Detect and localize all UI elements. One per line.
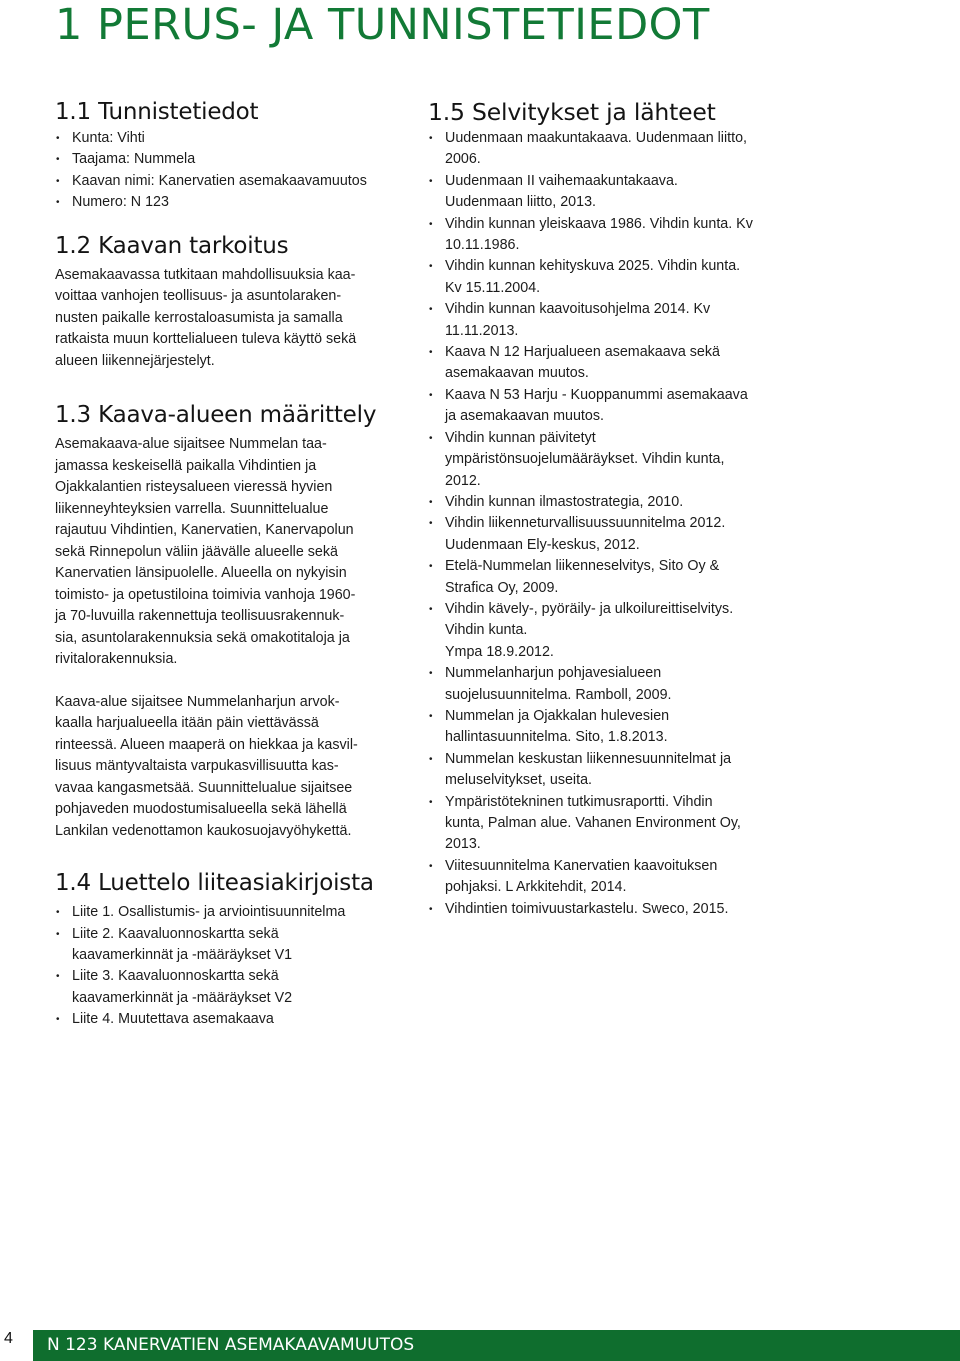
list-item-text: Kunta: Vihti — [72, 130, 145, 146]
list-item-text: Nummelan keskustan liikennesuunnitelmat ja meluselvitykset, useita. — [445, 750, 732, 789]
bullet-icon: • — [429, 432, 433, 444]
list-item — [55, 128, 395, 149]
list-item-text: Uudenmaan maakuntakaava. Uudenmaan liitto, 2006. — [445, 130, 748, 168]
bullet-icon: • — [56, 133, 60, 144]
purpose-paragraph: Asemakaavassa tutkitaan mahdollisuuksia kaa- voittaa vanhojen teollisuus- ja asuntolaraken- nusten paikalle kerrostaloasumista ja samalla ratkaista muun korttelialueen tuleva käyttö sekä alueen liikennejärjestelyt. — [55, 266, 357, 369]
section-selvitykset — [428, 96, 773, 920]
list-item — [428, 214, 773, 257]
section-heading-1-2: 1.2 Kaavan tarkoitus — [55, 232, 289, 259]
list-item-text: Taajama: Nummela — [72, 151, 196, 168]
left-column — [55, 96, 395, 1031]
list-item-text: Etelä-Nummelan liikenneselvitys, Sito Oy & Strafica Oy, 2009. — [445, 558, 720, 596]
list-item — [428, 556, 773, 599]
definition-paragraph-2: Kaava-alue sijaitsee Nummelanharjun arvok- kaalla harjualueella itään päin viettävässä rinteessä. Alueen maaperä on hiekkaa ja kasvil- lisuus mäntyvaltaista varpukasvillisuutta kas- vavaa kangasmetsää. Suunnittelualue sijaitsee pohjaveden muodostumisalueella sekä lähellä Lankilan vedenottamon kaukosuojavyöhykettä. — [55, 693, 358, 839]
list-item — [428, 385, 773, 428]
section-tunnistetiedot — [55, 96, 395, 214]
bullet-icon: • — [429, 860, 433, 872]
list-item-text: Kaava N 53 Harju - Kuoppanummi asemakaava ja asemakaavan muutos. — [445, 386, 748, 425]
list-item — [55, 902, 395, 923]
list-item-text: Viitesuunnitelma Kanervatien kaavoituksen pohjaksi. L Arkkitehdit, 2014. — [445, 857, 718, 896]
list-item-text: Vihdin kunnan yleiskaava 1986. Vihdin kunta. Kv 10.11.1986. — [445, 215, 753, 254]
bullet-icon: • — [56, 175, 60, 187]
bullet-icon: • — [56, 154, 60, 166]
bullet-icon: • — [429, 668, 433, 680]
bullet-icon: • — [429, 903, 433, 915]
list-item-text: Vihdin kunnan päivitetyt ympäristönsuojelumääräykset. Vihdin kunta, 2012. — [445, 429, 725, 489]
list-item — [55, 171, 395, 192]
bullet-icon: • — [429, 304, 433, 316]
list-item — [55, 192, 395, 213]
list-item-text: Liite 2. Kaavaluonnoskartta sekä kaavamerkinnät ja -määräykset V1 — [72, 925, 293, 963]
list-item-text: Nummelan ja Ojakkalan hulevesien hallintasuunnitelma. Sito, 1.8.2013. — [445, 707, 670, 746]
list-item-text: Vihdin liikenneturvallisuussuunnitelma 2012. Uudenmaan Ely-keskus, 2012. — [445, 515, 726, 553]
page-title: 1 PERUS- JA TUNNISTETIEDOT — [55, 0, 710, 50]
bullet-icon: • — [56, 971, 60, 983]
section-liiteasiakirjat — [55, 867, 395, 1030]
list-item — [55, 924, 395, 967]
list-item-text: Vihdintien toimivuustarkastelu. Sweco, 2015. — [445, 900, 729, 917]
sources-list — [428, 128, 773, 920]
list-item-text: Kaavan nimi: Kanervatien asemakaavamuutos — [72, 172, 367, 189]
list-item-text: Liite 1. Osallistumis- ja arviointisuunnitelma — [72, 904, 346, 921]
section-heading-1-4: 1.4 Luettelo liiteasiakirjoista — [55, 870, 374, 897]
footer-title-bar: N 123 KANERVATIEN ASEMAKAAVAMUUTOS — [33, 1330, 960, 1361]
list-item-text: Uudenmaan II vaihemaakuntakaava. Uudenmaan liitto, 2013. — [445, 172, 678, 211]
bullet-icon: • — [429, 753, 433, 765]
list-item-text: Numero: N 123 — [72, 194, 169, 211]
list-item — [428, 299, 773, 342]
list-item — [428, 256, 773, 299]
identification-list — [55, 128, 395, 214]
list-item — [55, 1009, 395, 1030]
bullet-icon: • — [429, 175, 433, 187]
bullet-icon: • — [429, 603, 433, 615]
list-item — [428, 342, 773, 385]
list-item-text: Kaava N 12 Harjualueen asemakaava sekä asemakaavan muutos. — [445, 344, 720, 382]
list-item — [428, 856, 773, 899]
list-item-text: Vihdin kunnan kehityskuva 2025. Vihdin kunta. Kv 15.11.2004. — [445, 258, 741, 296]
attachments-list — [55, 902, 395, 1030]
list-item — [428, 792, 773, 856]
bullet-icon: • — [56, 907, 60, 919]
bullet-icon: • — [429, 261, 433, 273]
bullet-icon: • — [429, 347, 433, 359]
list-item-text: Liite 3. Kaavaluonnoskartta sekä kaavamerkinnät ja -määräykset V2 — [72, 968, 293, 1006]
list-item — [428, 513, 773, 556]
bullet-icon: • — [429, 518, 433, 530]
bullet-icon: • — [429, 796, 433, 808]
bullet-icon: • — [429, 218, 433, 230]
list-item — [428, 171, 773, 214]
right-column — [428, 96, 773, 920]
bullet-icon: • — [429, 496, 433, 508]
list-item — [428, 128, 773, 171]
list-item-text: Vihdin kunnan kaavoitusohjelma 2014. Kv 11.11.2013. — [445, 301, 711, 339]
list-item — [428, 599, 773, 663]
bullet-icon: • — [56, 1014, 60, 1026]
list-item — [428, 492, 773, 513]
list-item-text: Liite 4. Muutettava asemakaava — [72, 1011, 274, 1028]
section-heading-1-1: 1.1 Tunnistetiedot — [55, 99, 259, 125]
list-item — [428, 428, 773, 492]
list-item — [428, 663, 773, 706]
bullet-icon: • — [429, 561, 433, 573]
page-number: 4 — [4, 1330, 13, 1347]
section-heading-1-3: 1.3 Kaava-alueen määrittely — [55, 402, 377, 429]
section-heading-1-5: 1.5 Selvitykset ja lähteet — [428, 98, 716, 126]
list-item-text: Vihdin kunnan ilmastostrategia, 2010. — [445, 493, 684, 510]
section-maarittely — [55, 399, 395, 842]
list-item — [428, 706, 773, 749]
section-kaavan-tarkoitus — [55, 230, 395, 373]
bullet-icon: • — [429, 710, 433, 722]
bullet-icon: • — [429, 389, 433, 401]
bullet-icon: • — [56, 928, 60, 940]
list-item — [428, 749, 773, 792]
list-item-text: Nummelanharjun pohjavesialueen suojelusuunnitelma. Ramboll, 2009. — [445, 665, 672, 703]
list-item — [428, 899, 773, 920]
list-item — [55, 966, 395, 1009]
bullet-icon: • — [56, 197, 60, 209]
list-item — [55, 149, 395, 170]
list-item-text: Vihdin kävely-, pyöräily- ja ulkoilureittiselvitys. Vihdin kunta. Ympa 18.9.2012. — [445, 600, 734, 660]
definition-paragraph-1: Asemakaava-alue sijaitsee Nummelan taa- jamassa keskeisellä paikalla Vihdintien ja Ojakkalantien risteysalueen vieressä hyvien liikenneyhteyksien varrella. Suunnittelualue rajautuu Vihdintien, Kanervatien, Kanervapolun sekä Rinnepolun väliin jäävälle alueelle sekä Kanervatien länsipuolelle. Alueella on nykyisin toimisto- ja opetustiloina toimivia vanhoja 1960- ja 70-luvuilla rakennettuja teollisuusrakennuk- sia, asuntolarakennuksia sekä omakotitaloja ja rivitalorakennuksia. — [55, 436, 356, 668]
bullet-icon: • — [429, 133, 433, 144]
list-item-text: Ympäristötekninen tutkimusraportti. Vihdin kunta, Palman alue. Vahanen Environment Oy, 2013. — [445, 793, 741, 853]
